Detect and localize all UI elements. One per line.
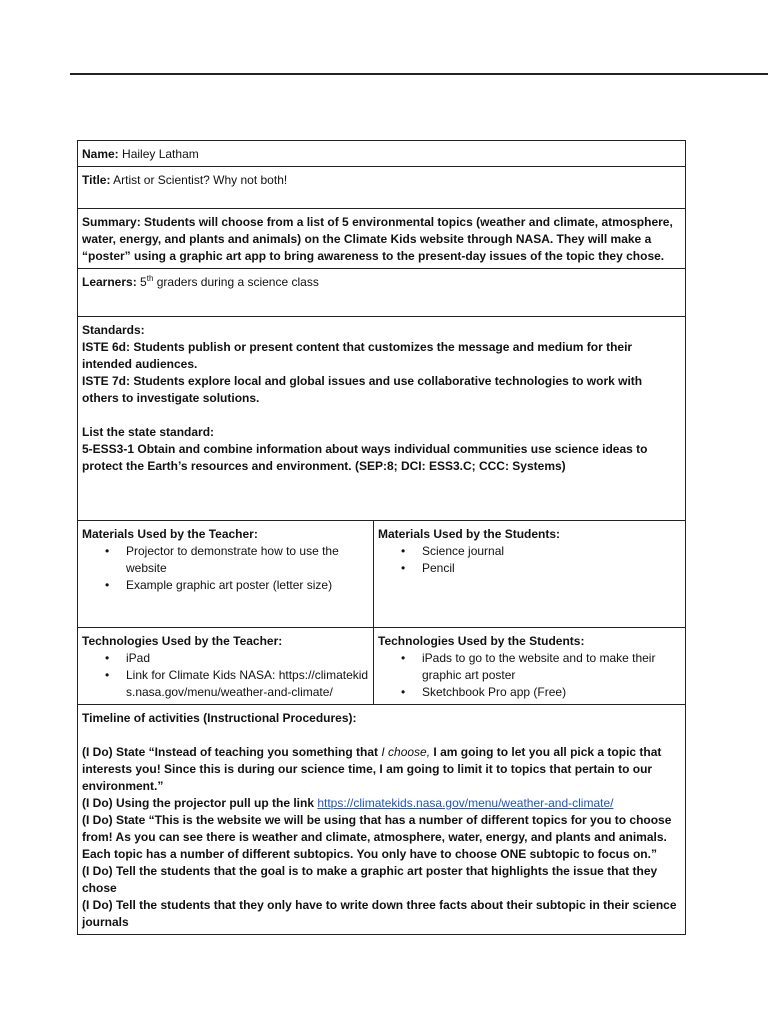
state-standard-text: 5-ESS3-1 Obtain and combine information about ways individual communities use science ideas to protect the Earth’s resources and environment. (SEP:8; DCI: ESS3.C; CCC: Systems) [82,442,648,473]
timeline-heading: Timeline of activities (Instructional Procedures): [82,711,357,725]
learners-grade: 5 [140,275,147,289]
list-item: • Example graphic art poster (letter size) [126,577,369,594]
timeline-row [78,705,686,935]
list-item: • Pencil [422,560,681,577]
learners-text: graders during a science class [156,275,319,289]
title-value: Artist or Scientist? Why not both! [113,173,288,187]
state-standard-heading: List the state standard: [82,425,215,439]
materials-students-cell [374,521,686,628]
tech-teacher-heading: Technologies Used by the Teacher: [82,634,283,648]
tech-students-list [378,650,681,701]
summary-row [78,209,686,269]
summary-text: Students will choose from a list of 5 environmental topics (weather and climate, atmosphere, water, energy, and plants and animals) on the Climate Kids website through NASA. They will make a “poster” using a graphic art app to bring awareness to the present-day issues of the topic they chose. [82,215,673,263]
list-item: • iPad [126,650,369,667]
materials-teacher-heading: Materials Used by the Teacher: [82,527,258,541]
standard-iste-7d: ISTE 7d: Students explore local and global issues and use collaborative technologies to work with others to investigate solutions. [82,374,643,405]
name-row [78,141,686,167]
tech-teacher-cell [78,628,374,705]
learners-label: Learners: [82,275,137,289]
climate-kids-link[interactable]: https://climatekids.nasa.gov/menu/weather-and-climate/ [317,796,614,810]
learners-row [78,269,686,317]
timeline-step-1: (I Do) State “Instead of teaching you something that I choose, I am going to let you all pick a topic that interests you! Since this is during our science time, I am going to limit it to topics that pertain to our environment.” [82,745,662,793]
list-item: • Link for Climate Kids NASA: https://climatekids.nasa.gov/menu/weather-and-climate/ [126,667,369,701]
timeline-step-5: (I Do) Tell the students that they only have to write down three facts about their subtopic in their science journals [82,898,677,929]
title-label: Title: [82,173,111,187]
tech-teacher-list [82,650,369,701]
name-value: Hailey Latham [122,147,199,161]
timeline-step-4: (I Do) Tell the students that the goal is to make a graphic art poster that highlights the issue that they chose [82,864,658,895]
title-row [78,167,686,209]
standards-row [78,317,686,521]
list-item: • Science journal [422,543,681,560]
standard-iste-6d: ISTE 6d: Students publish or present content that customizes the message and medium for their intended audiences. [82,340,633,371]
timeline-step-3: (I Do) State “This is the website we will be using that has a number of different topics for you to choose from! As you can see there is weather and climate, atmosphere, water, energy, and plants and animals. Each topic has a number of different subtopics. You only have to choose ONE subtopic to focus on.” [82,813,672,861]
list-item: • iPads to go to the website and to make their graphic art poster [422,650,681,684]
name-label: Name: [82,147,119,161]
materials-students-heading: Materials Used by the Students: [378,527,561,541]
header-rule [70,73,768,75]
summary-label: Summary: [82,215,141,229]
list-item: • Sketchbook Pro app (Free) [422,684,681,701]
list-item: • Projector to demonstrate how to use the website [126,543,369,577]
standards-heading: Standards: [82,323,145,337]
tech-students-cell [374,628,686,705]
materials-row [78,521,686,628]
materials-students-list [378,543,681,577]
timeline-emphasis: I choose, [381,745,431,759]
materials-teacher-cell [78,521,374,628]
timeline-step-2: (I Do) Using the projector pull up the link https://climatekids.nasa.gov/menu/weather-and-climate/ [82,796,614,810]
materials-teacher-list [82,543,369,594]
technologies-row [78,628,686,705]
tech-students-heading: Technologies Used by the Students: [378,634,585,648]
lesson-plan-table [77,140,686,935]
learners-grade-suffix: th [146,274,154,283]
